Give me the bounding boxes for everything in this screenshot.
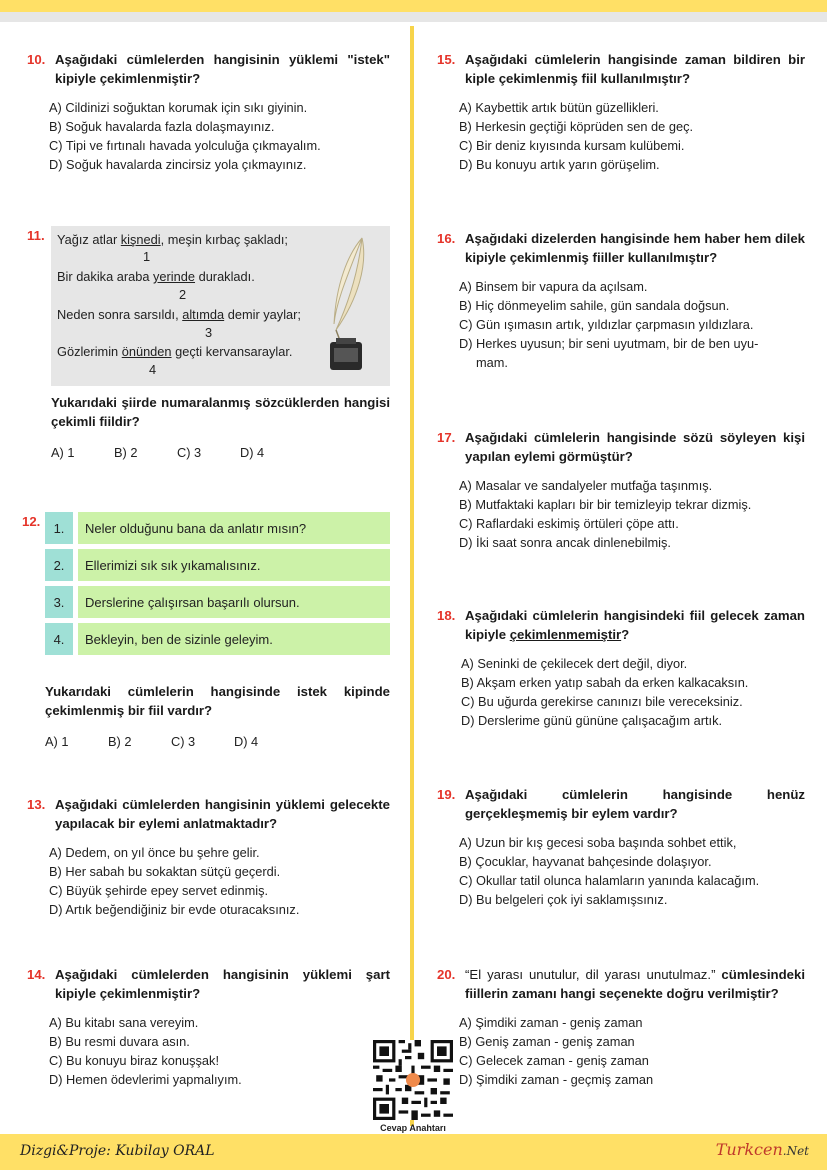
question-text: Aşağıdaki cümlelerin hangisinde zaman bildiren bir kiple çekimlenmiş fiil kullanılmıştır?: [465, 52, 805, 86]
underlined-word-3: altımda: [182, 307, 225, 322]
option-a: A) Şimdiki zaman - geniş zaman: [459, 1015, 643, 1030]
option-d: D) 4: [234, 734, 259, 749]
question-number: 14.: [27, 967, 46, 982]
statement-number: 3.: [45, 586, 73, 618]
underlined-word-2: yerinde: [153, 269, 196, 284]
option-a: A) Seninki de çekilecek dert değil, diyor.: [461, 656, 688, 671]
option-c: C) 3: [171, 734, 196, 749]
footer-credit: Dizgi&Proje: Kubilay ORAL: [20, 1143, 215, 1159]
option-b: B) 2: [108, 734, 132, 749]
poem-number-3: 3: [205, 325, 213, 340]
question-number: 10.: [27, 52, 46, 67]
statement-text: Derslerine çalışırsan başarılı olursun.: [78, 586, 390, 618]
question-14: [27, 965, 390, 1089]
option-b: B) Her sabah bu sokaktan sütçü geçerdi.: [49, 864, 281, 879]
poem-line-3: Neden sonra sarsıldı, altımda demir yaylar;: [57, 307, 301, 322]
brand-name: Turkcen: [715, 1140, 783, 1159]
option-c: C) 3: [177, 445, 202, 460]
top-stripe: [0, 12, 827, 22]
option-d: D) 4: [240, 445, 265, 460]
question-text: Aşağıdaki dizelerden hangisinde hem haber hem dilek kipiyle çekimlenmiş fiiller kullanılmıştır?: [465, 231, 805, 265]
option-d: D) İki saat sonra ancak dinlenebilmiş.: [459, 535, 671, 550]
option-a: A) 1: [45, 734, 69, 749]
question-text: “El yarası unutulur, dil yarası unutulmaz.” cümlesindeki fiillerin zamanı hangi seçenekte doğru verilmiştir?: [465, 967, 805, 1001]
question-13: [27, 795, 390, 919]
question-text: Yukarıdaki şiirde numaralanmış sözcüklerden hangisi çekimli fiildir?: [51, 395, 390, 429]
option-b: B) Akşam erken yatıp sabah da erken kalkacaksın.: [461, 675, 749, 690]
question-number: 19.: [437, 787, 456, 802]
option-d: D) Derslerime günü gününe çalışacağım artık.: [461, 713, 723, 728]
option-d: D) Herkes uyusun; bir seni uyutmam, bir de ben uyu-: [459, 336, 759, 351]
poem-number-2: 2: [179, 287, 187, 302]
option-a: A) Binsem bir vapura da açılsam.: [459, 279, 648, 294]
option-d-continued: mam.: [476, 355, 508, 370]
underlined-word-1: kişnedi: [120, 232, 161, 247]
option-b: B) Mutfaktaki kapları bir bir temizleyip tekrar dizmiş.: [459, 497, 752, 512]
option-d: D) Bu konuyu artık yarın görüşelim.: [459, 157, 660, 172]
question-number: 20.: [437, 967, 456, 982]
option-b: B) Geniş zaman - geniş zaman: [459, 1034, 635, 1049]
statement-text: Ellerimizi sık sık yıkamalısınız.: [78, 549, 390, 581]
option-b: B) Hiç dönmeyelim sahile, gün sandala doğsun.: [459, 298, 730, 313]
option-c: C) Bu uğurda gerekirse canınızı bile vereceksiniz.: [461, 694, 743, 709]
option-a: A) Kaybettik artık bütün güzellikleri.: [459, 100, 659, 115]
option-a: A) Masalar ve sandalyeler mutfağa taşınmış.: [459, 478, 713, 493]
statement-number: 4.: [45, 623, 73, 655]
statement-number: 2.: [45, 549, 73, 581]
option-a: A) Uzun bir kış gecesi soba başında sohbet ettik,: [459, 835, 737, 850]
quill-ink-icon: [318, 234, 374, 376]
poem-line-2: Bir dakika araba yerinde durakladı.: [57, 269, 255, 284]
option-d: D) Artık beğendiğiniz bir evde oturacaksınız.: [49, 902, 300, 917]
question-15: [437, 50, 805, 174]
question-number: 12.: [22, 514, 41, 529]
poem-number-1: 1: [143, 249, 151, 264]
poem-line-4: Gözlerimin önünden geçti kervansaraylar.: [57, 344, 293, 359]
option-c: C) Gün ışımasın artık, yıldızlar çarpmasın yıldızlara.: [459, 317, 754, 332]
statement-number: 1.: [45, 512, 73, 544]
option-a: A) 1: [51, 445, 75, 460]
question-number: 11.: [27, 228, 45, 243]
footer-bar: [0, 1134, 827, 1170]
question-10: [27, 50, 390, 174]
question-text: Yukarıdaki cümlelerin hangisinde istek kipinde çekimlenmiş bir fiil vardır?: [45, 684, 390, 718]
question-text: Aşağıdaki cümlelerden hangisinin yüklemi şart kipiyle çekimlenmiştir?: [55, 967, 390, 1001]
option-d: D) Hemen ödevlerimi yapmalıyım.: [49, 1072, 242, 1087]
question-text: Aşağıdaki cümlelerden hangisinin yüklemi "istek" kipiyle çekimlenmiştir?: [55, 52, 390, 86]
question-20: [437, 965, 805, 1089]
top-bar: [0, 0, 827, 12]
option-c: C) Bir deniz kıyısında kursam kulübemi.: [459, 138, 685, 153]
option-a: A) Dedem, on yıl önce bu şehre gelir.: [49, 845, 260, 860]
poem-number-4: 4: [149, 362, 157, 377]
option-c: C) Raflardaki eskimiş örtüleri çöpe attı.: [459, 516, 679, 531]
question-16: [437, 229, 805, 372]
qr-code-icon[interactable]: [373, 1040, 453, 1120]
question-text: Aşağıdaki cümlelerin hangisinde henüz gerçekleşmemiş bir eylem vardır?: [465, 787, 805, 821]
option-c: C) Okullar tatil olunca halamların yanında kalacağım.: [459, 873, 760, 888]
option-d: D) Bu belgeleri çok iyi saklamışsınız.: [459, 892, 668, 907]
question-12: [45, 682, 390, 751]
option-b: B) 2: [114, 445, 138, 460]
question-number: 15.: [437, 52, 456, 67]
option-c: C) Bu konuyu biraz konuşşak!: [49, 1053, 219, 1068]
option-a: A) Cildinizi soğuktan korumak için sıkı giyinin.: [49, 100, 308, 115]
question-text: Aşağıdaki cümlelerin hangisindeki fiil gelecek zaman kipiyle çekimlenmemiştir?: [465, 608, 805, 642]
option-b: B) Soğuk havalarda fazla dolaşmayınız.: [49, 119, 275, 134]
quoted-sentence: “El yarası unutulur, dil yarası unutulmaz.”: [465, 967, 716, 982]
option-b: B) Çocuklar, hayvanat bahçesinde dolaşıyor.: [459, 854, 712, 869]
option-d: D) Soğuk havalarda zincirsiz yola çıkmayınız.: [49, 157, 307, 172]
question-number: 17.: [437, 430, 456, 445]
option-c: C) Gelecek zaman - geniş zaman: [459, 1053, 649, 1068]
footer-logo[interactable]: [716, 1140, 809, 1159]
question-number: 13.: [27, 797, 46, 812]
statement-text: Neler olduğunu bana da anlatır mısın?: [78, 512, 390, 544]
option-c: C) Büyük şehirde epey servet edinmiş.: [49, 883, 269, 898]
question-17: [437, 428, 805, 552]
question-number: 16.: [437, 231, 456, 246]
qr-label: Cevap Anahtarı: [380, 1123, 446, 1133]
option-b: B) Herkesin geçtiği köprüden sen de geç.: [459, 119, 694, 134]
question-text: Aşağıdaki cümlelerin hangisinde sözü söyleyen kişi yapılan eylemi görmüştür?: [465, 430, 805, 464]
brand-suffix: .Net: [782, 1144, 809, 1158]
underlined-word: çekimlenmemiştir: [509, 627, 622, 642]
option-c: C) Tipi ve fırtınalı havada yolculuğa çıkmayalım.: [49, 138, 321, 153]
question-11: [51, 393, 390, 462]
column-divider: [410, 26, 414, 1126]
question-19: [437, 785, 805, 909]
option-a: A) Bu kitabı sana vereyim.: [49, 1015, 199, 1030]
option-d: D) Şimdiki zaman - geçmiş zaman: [459, 1072, 654, 1087]
question-18: [437, 606, 805, 730]
question-number: 18.: [437, 608, 456, 623]
option-b: B) Bu resmi duvara asın.: [49, 1034, 190, 1049]
question-text: Aşağıdaki cümlelerden hangisinin yüklemi gelecekte yapılacak bir eylemi anlatmaktadır?: [55, 797, 390, 831]
statement-text: Bekleyin, ben de sizinle geleyim.: [78, 623, 390, 655]
poem-line-1: Yağız atlar kişnedi, meşin kırbaç şakladı;: [57, 232, 288, 247]
underlined-word-4: önünden: [121, 344, 172, 359]
